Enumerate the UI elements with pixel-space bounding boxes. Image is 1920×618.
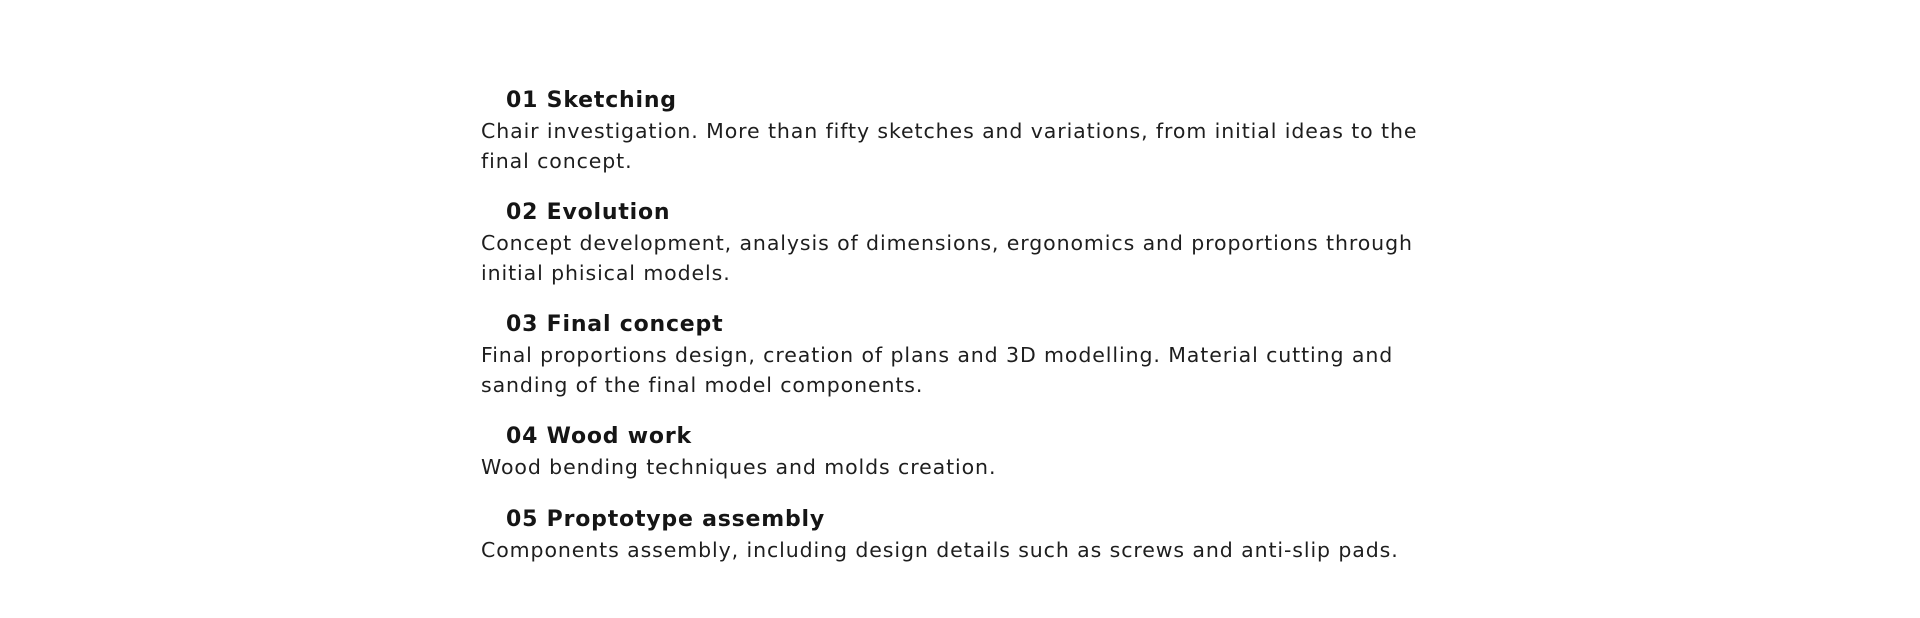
step-description: Final proportions design, creation of plans and 3D modelling. Material cutting and sanding of the final model components.	[481, 343, 1394, 397]
step-description: Components assembly, including design details such as screws and anti-slip pads.	[481, 537, 1399, 562]
step-evolution	[481, 196, 1481, 288]
step-description: Concept development, analysis of dimensions, ergonomics and proportions through initial phisical models.	[481, 231, 1413, 285]
step-title: 03 Final concept	[506, 312, 724, 337]
step-title: 05 Proptotype assembly	[506, 506, 826, 532]
step-sketching	[481, 84, 1481, 176]
step-description: Chair investigation. More than fifty sketches and variations, from initial ideas to the final concept.	[481, 119, 1418, 173]
step-title: 01 Sketching	[506, 88, 677, 113]
step-title: 04 Wood work	[506, 424, 692, 449]
step-title: 02 Evolution	[506, 200, 671, 225]
step-wood-work	[481, 420, 1481, 483]
step-prototype-assembly	[481, 503, 1481, 566]
process-steps-list	[481, 84, 1481, 585]
step-description: Wood bending techniques and molds creation.	[481, 455, 997, 479]
step-final-concept	[481, 308, 1481, 400]
